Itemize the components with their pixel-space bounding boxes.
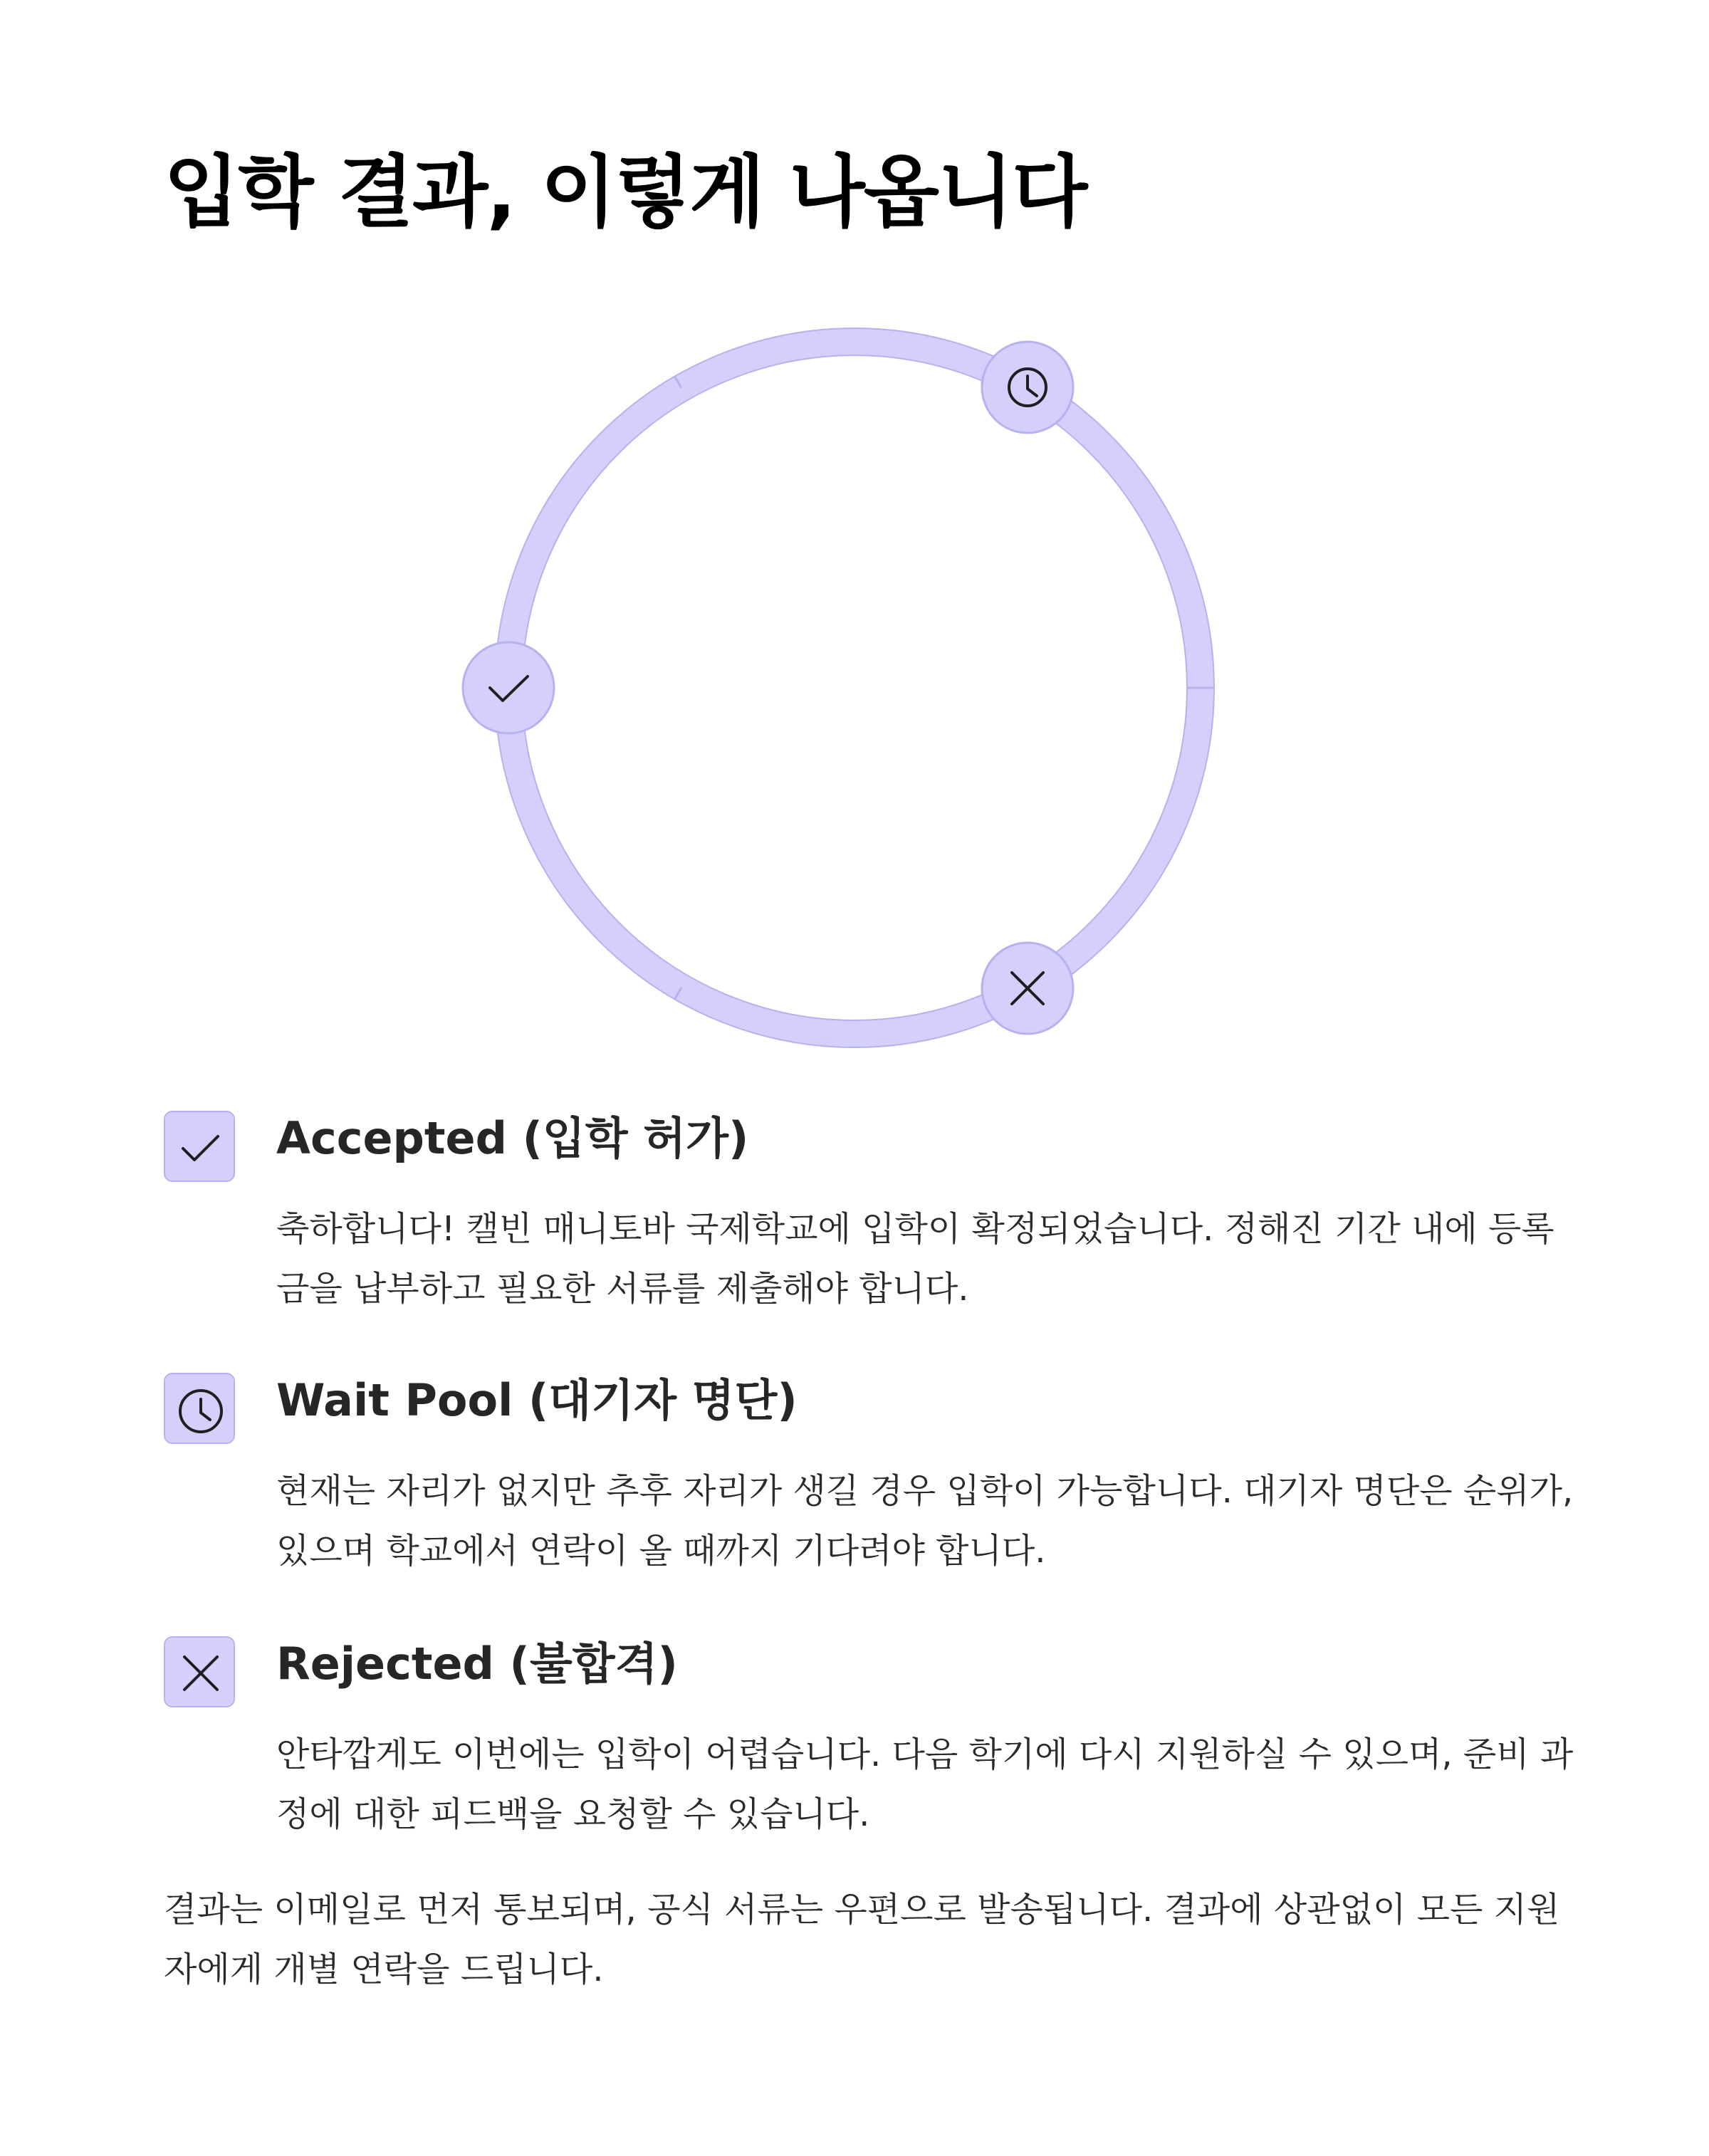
result-description: 현재는 자리가 없지만 추후 자리가 생길 경우 입학이 가능합니다. 대기자 명단은 순위가, 있으며 학교에서 연락이 올 때까지 기다려야 합니다. [276,1471,1574,1571]
check-icon [165,1112,236,1183]
cycle-ring [508,342,1201,1034]
result-title: Wait Pool (대기자 명단) [276,1374,798,1426]
result-title: Accepted (입학 허가) [276,1112,749,1164]
result-description: 축하합니다! 캘빈 매니토바 국제학교에 입학이 확정되었습니다. 정해진 기간 내에 등록금을 납부하고 필요한 서류를 제출해야 합니다. [276,1209,1554,1309]
diagram-node-accepted [463,642,554,733]
footer-note: 결과는 이메일로 먼저 통보되며, 공식 서류는 우편으로 발송됩니다. 결과에 상관없이 모든 지원자에게 개별 연락을 드립니다. [164,1890,1560,1989]
result-title: Rejected (불합격) [276,1638,678,1690]
wait-pool-badge [164,1373,235,1444]
page-title: 입학 결과, 이렇게 나옵니다 [164,147,1087,238]
accepted-badge [164,1111,235,1182]
rejected-badge [164,1636,235,1707]
x-icon [165,1638,236,1709]
diagram-node-wait-pool [982,342,1073,433]
clock-icon [165,1374,236,1445]
result-description: 안타깝게도 이번에는 입학이 어렵습니다. 다음 학기에 다시 지원하실 수 있으며, 준비 과정에 대한 피드백을 요청할 수 있습니다. [276,1734,1574,1834]
diagram-node-rejected [982,943,1073,1034]
admission-cycle-diagram [0,0,1709,1068]
